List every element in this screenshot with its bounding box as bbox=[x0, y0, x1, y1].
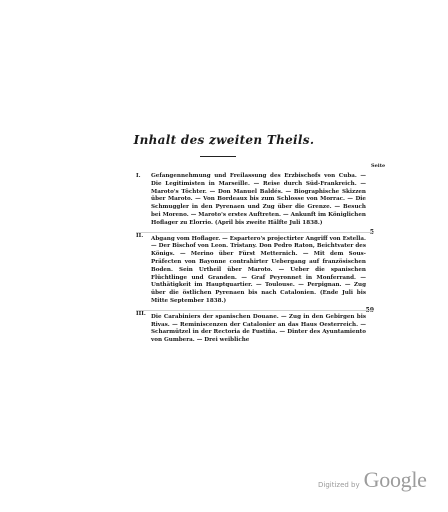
page-column-label: Seite bbox=[371, 163, 386, 169]
title-divider bbox=[200, 156, 236, 157]
watermark-prefix: Digitized by bbox=[318, 481, 360, 489]
toc-entry-page: 5 bbox=[369, 229, 374, 236]
toc-entry bbox=[136, 310, 374, 345]
toc-entry-number: II. bbox=[136, 232, 144, 239]
toc-entry-text: Die Carabiniers der spanischen Douane. — Zug in den Gebirgen bis Rivas. — Reminiscenzen der Catalonier an das Haus Oesterreich. — Scharmützel in der Rectoria de Fustiña. — Dinter des Ayuntamiento von Gumbera. — Drei weibliche bbox=[151, 313, 366, 344]
toc-entry-text: Gefangennehmung und Freilassung des Erzbischofs von Cuba. — Die Legitimisten in Marseille. — Reise durch Süd-Frankreich. — Maroto's Töchter. — Don Manuel Baldés. — Biographische Skizzen über Maroto. — Von Bordeaux bis zum Schlosse von Morrac. — Die Schmuggler in den Pyrenaen und Zug über die Grenze. — Besuch bei Moreno. — Maroto's erstes Auftreten. — Ankunft im Königlichen Hoflager zu Elorrio. (April bis zweite Hälfte Juli 1838.) bbox=[151, 173, 366, 226]
toc-entry-number: III. bbox=[136, 310, 146, 317]
toc-entry-number: I. bbox=[136, 173, 141, 179]
table-of-contents bbox=[136, 173, 374, 349]
toc-entry-text: Abgang vom Hoflager. — Espartero's projectirter Angriff von Estella. — Der Bischof von Leon. Tristany. Don Pedro Raton, Beichtvater des Königs. — Merino über Fürst Metternich. — Mit dem Sous-Präfecten von Bayonne contrahirter Uebergang auf französischen Boden. Sein Urtheil über Maroto. — Ueber die spanischen Flüchtlinge und Granden. — Graf Peyronnet in Monferrand. — Unthätigkeit im Hauptquartier. — Toulouse. — Perpignan. — Zug über die östlichen Pyrenaen bis nach Catalonien. (Ende Juli bis Mitte September 1838.) bbox=[151, 235, 366, 304]
toc-entry-page: 59 bbox=[365, 306, 374, 314]
digitized-by-google-watermark bbox=[318, 467, 427, 493]
google-logo: Google bbox=[363, 467, 427, 492]
page-title: Inhalt des zweiten Theils. bbox=[133, 133, 315, 147]
